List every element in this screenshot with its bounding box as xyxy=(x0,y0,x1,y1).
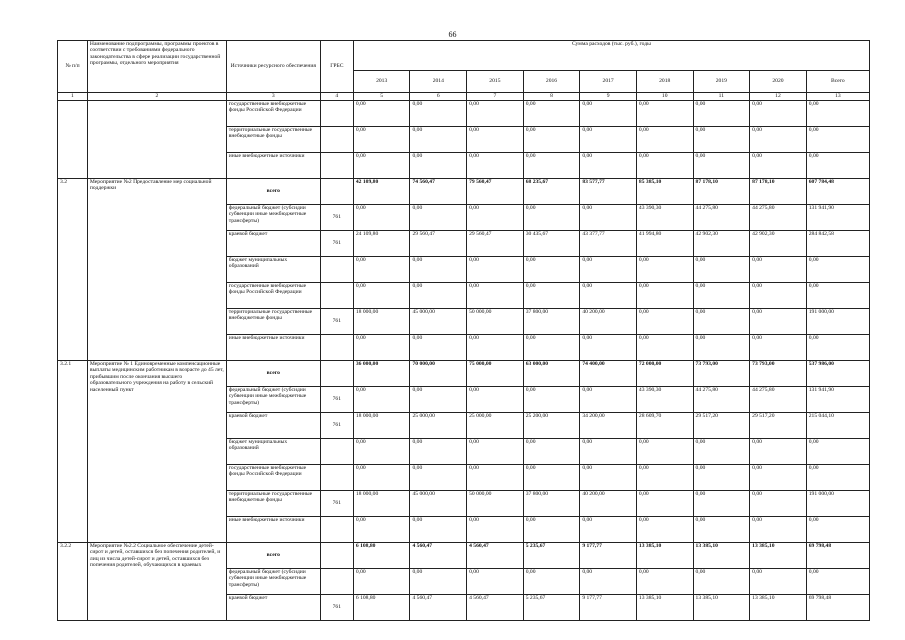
funding-source: всего xyxy=(226,543,320,569)
amount-cell: 0,00 xyxy=(693,335,750,361)
column-number: 2 xyxy=(87,93,226,101)
amount-cell: 0,00 xyxy=(636,439,693,465)
header-col-name: Наименование подпрограммы, программы проектов в соответствии с требованиями федерального законодательства в сфере реализации государственной программы, отдельного мероприятия xyxy=(87,41,226,93)
amount-cell: 40 200,00 xyxy=(580,491,637,517)
column-number: 4 xyxy=(320,93,353,101)
amount-cell: 0,00 xyxy=(750,309,807,335)
amount-cell: 44 275,80 xyxy=(750,205,807,231)
amount-cell: 0,00 xyxy=(353,205,410,231)
amount-cell: 79 560,47 xyxy=(467,179,524,205)
amount-cell: 0,00 xyxy=(806,465,869,491)
amount-cell: 85 385,10 xyxy=(636,179,693,205)
amount-cell: 0,00 xyxy=(750,335,807,361)
grbs-code xyxy=(320,179,353,205)
amount-cell: 4 560,47 xyxy=(410,543,467,569)
amount-cell: 75 000,00 xyxy=(467,361,524,387)
amount-cell: 0,00 xyxy=(410,465,467,491)
amount-cell: 0,00 xyxy=(410,153,467,179)
header-year: 2015 xyxy=(467,71,524,93)
amount-cell: 0,00 xyxy=(410,283,467,309)
column-number: 11 xyxy=(693,93,750,101)
amount-cell: 0,00 xyxy=(580,517,637,543)
amount-cell: 0,00 xyxy=(467,205,524,231)
funding-source: бюджет муниципальных образований xyxy=(226,439,320,465)
amount-cell: 43 390,30 xyxy=(636,205,693,231)
funding-source: иные внебюджетные источники xyxy=(226,335,320,361)
amount-cell: 36 000,00 xyxy=(353,361,410,387)
header-year: 2018 xyxy=(636,71,693,93)
amount-cell: 0,00 xyxy=(693,101,750,127)
amount-cell: 0,00 xyxy=(523,257,580,283)
amount-cell: 13 385,10 xyxy=(693,543,750,569)
amount-cell: 0,00 xyxy=(636,569,693,595)
amount-cell: 0,00 xyxy=(693,127,750,153)
funding-source: краевой бюджет xyxy=(226,595,320,621)
amount-cell: 0,00 xyxy=(750,491,807,517)
amount-cell: 0,00 xyxy=(693,439,750,465)
amount-cell: 537 986,00 xyxy=(806,361,869,387)
amount-cell: 0,00 xyxy=(523,465,580,491)
amount-cell: 34 200,00 xyxy=(580,413,637,439)
amount-cell: 0,00 xyxy=(467,517,524,543)
amount-cell: 0,00 xyxy=(353,283,410,309)
amount-cell: 0,00 xyxy=(806,569,869,595)
amount-cell: 0,00 xyxy=(806,153,869,179)
amount-cell: 73 793,00 xyxy=(693,361,750,387)
header-year: 2013 xyxy=(353,71,410,93)
amount-cell: 0,00 xyxy=(467,569,524,595)
amount-cell: 0,00 xyxy=(636,257,693,283)
amount-cell: 25 200,00 xyxy=(523,413,580,439)
amount-cell: 4 560,47 xyxy=(410,595,467,621)
amount-cell: 13 385,10 xyxy=(636,543,693,569)
amount-cell: 0,00 xyxy=(580,153,637,179)
amount-cell: 0,00 xyxy=(806,257,869,283)
amount-cell: 72 000,00 xyxy=(636,361,693,387)
grbs-code xyxy=(320,283,353,309)
grbs-code xyxy=(320,153,353,179)
grbs-code: 761 xyxy=(320,387,353,413)
amount-cell: 42 902,30 xyxy=(693,231,750,257)
amount-cell: 0,00 xyxy=(353,153,410,179)
amount-cell: 0,00 xyxy=(750,257,807,283)
funding-source: федеральный бюджет (субсидии субвенции иные межбюджетные трансферты) xyxy=(226,387,320,413)
amount-cell: 0,00 xyxy=(636,127,693,153)
amount-cell: 68 235,67 xyxy=(523,179,580,205)
amount-cell: 4 560,47 xyxy=(467,543,524,569)
funding-source: государственные внебюджетные фонды Российской Федерации xyxy=(226,283,320,309)
amount-cell: 0,00 xyxy=(693,569,750,595)
amount-cell: 0,00 xyxy=(523,127,580,153)
header-year: 2017 xyxy=(580,71,637,93)
funding-source: всего xyxy=(226,361,320,387)
amount-cell: 0,00 xyxy=(523,101,580,127)
funding-source: всего xyxy=(226,179,320,205)
amount-cell: 13 385,10 xyxy=(693,595,750,621)
funding-source: краевой бюджет xyxy=(226,413,320,439)
amount-cell: 0,00 xyxy=(467,153,524,179)
amount-cell: 0,00 xyxy=(353,517,410,543)
column-number: 12 xyxy=(750,93,807,101)
amount-cell: 0,00 xyxy=(636,335,693,361)
grbs-code: 761 xyxy=(320,205,353,231)
amount-cell: 74 560,47 xyxy=(410,179,467,205)
amount-cell: 87 178,10 xyxy=(750,179,807,205)
amount-cell: 30 435,67 xyxy=(523,231,580,257)
row-number: 3.2.1 xyxy=(58,361,88,543)
budget-table xyxy=(57,40,870,621)
amount-cell: 6 108,80 xyxy=(353,595,410,621)
amount-cell: 0,00 xyxy=(580,127,637,153)
measure-name: Мероприятие № 1 Единовременные компенсационные выплаты медицинским работникам в возрасте до 45 лет, прибывшим после окончания высшего образовательного учреждения на работу в сельский населенный пункт xyxy=(87,361,226,543)
funding-source: государственные внебюджетные фонды Российской Федерации xyxy=(226,465,320,491)
column-number: 9 xyxy=(580,93,637,101)
amount-cell: 0,00 xyxy=(750,101,807,127)
amount-cell: 0,00 xyxy=(636,309,693,335)
amount-cell: 69 798,48 xyxy=(806,543,869,569)
amount-cell: 29 517,20 xyxy=(750,413,807,439)
column-number: 1 xyxy=(58,93,88,101)
amount-cell: 50 000,00 xyxy=(467,309,524,335)
grbs-code xyxy=(320,127,353,153)
amount-cell: 0,00 xyxy=(353,387,410,413)
amount-cell: 18 000,00 xyxy=(353,413,410,439)
table-row xyxy=(58,543,870,569)
funding-source: краевой бюджет xyxy=(226,231,320,257)
amount-cell: 44 275,80 xyxy=(693,387,750,413)
amount-cell: 0,00 xyxy=(523,439,580,465)
amount-cell: 0,00 xyxy=(353,439,410,465)
grbs-code xyxy=(320,361,353,387)
amount-cell: 0,00 xyxy=(410,517,467,543)
amount-cell: 18 000,00 xyxy=(353,309,410,335)
amount-cell: 0,00 xyxy=(806,335,869,361)
page-number: 66 xyxy=(448,30,457,39)
column-number: 10 xyxy=(636,93,693,101)
header-costs-title: Сумма расходов (тыс. руб.), годы xyxy=(353,41,869,71)
amount-cell: 9 177,77 xyxy=(580,595,637,621)
amount-cell: 0,00 xyxy=(523,335,580,361)
amount-cell: 0,00 xyxy=(523,153,580,179)
amount-cell: 0,00 xyxy=(806,101,869,127)
funding-source: государственные внебюджетные фонды Российской Федерации xyxy=(226,101,320,127)
column-number: 13 xyxy=(806,93,869,101)
grbs-code: 761 xyxy=(320,231,353,257)
amount-cell: 0,00 xyxy=(410,387,467,413)
header-year: Всего xyxy=(806,71,869,93)
amount-cell: 44 275,80 xyxy=(693,205,750,231)
amount-cell: 45 000,00 xyxy=(410,309,467,335)
funding-source: иные внебюджетные источники xyxy=(226,517,320,543)
amount-cell: 131 941,90 xyxy=(806,387,869,413)
amount-cell: 0,00 xyxy=(636,465,693,491)
amount-cell: 0,00 xyxy=(636,153,693,179)
amount-cell: 0,00 xyxy=(467,387,524,413)
amount-cell: 0,00 xyxy=(750,283,807,309)
amount-cell: 50 000,00 xyxy=(467,491,524,517)
amount-cell: 25 000,00 xyxy=(410,413,467,439)
amount-cell: 284 842,58 xyxy=(806,231,869,257)
grbs-code xyxy=(320,569,353,595)
amount-cell: 0,00 xyxy=(467,439,524,465)
amount-cell: 0,00 xyxy=(580,283,637,309)
amount-cell: 0,00 xyxy=(806,517,869,543)
amount-cell: 0,00 xyxy=(580,101,637,127)
amount-cell: 0,00 xyxy=(693,309,750,335)
measure-name: Мероприятие №2.2 Социальное обеспечение детей-сирот и детей, оставшихся без попечения родителей, и лиц из числа детей-сирот и детей, оставшихся без попечения родителей, обучающихся в краевых xyxy=(87,543,226,621)
amount-cell: 0,00 xyxy=(636,101,693,127)
amount-cell: 25 000,00 xyxy=(467,413,524,439)
amount-cell: 6 108,80 xyxy=(353,543,410,569)
header-year: 2020 xyxy=(750,71,807,93)
amount-cell: 0,00 xyxy=(467,101,524,127)
amount-cell: 0,00 xyxy=(410,439,467,465)
amount-cell: 0,00 xyxy=(353,335,410,361)
amount-cell: 0,00 xyxy=(580,205,637,231)
amount-cell: 0,00 xyxy=(467,335,524,361)
column-number: 6 xyxy=(410,93,467,101)
amount-cell: 131 941,90 xyxy=(806,205,869,231)
amount-cell: 0,00 xyxy=(410,569,467,595)
grbs-code xyxy=(320,517,353,543)
grbs-code: 761 xyxy=(320,491,353,517)
amount-cell: 191 000,00 xyxy=(806,309,869,335)
amount-cell: 42 109,80 xyxy=(353,179,410,205)
amount-cell: 0,00 xyxy=(636,517,693,543)
amount-cell: 13 385,10 xyxy=(750,543,807,569)
amount-cell: 29 517,20 xyxy=(693,413,750,439)
table-row xyxy=(58,361,870,387)
amount-cell: 0,00 xyxy=(410,101,467,127)
table-row xyxy=(58,101,870,127)
amount-cell: 0,00 xyxy=(523,517,580,543)
amount-cell: 0,00 xyxy=(410,257,467,283)
amount-cell: 0,00 xyxy=(693,517,750,543)
amount-cell: 0,00 xyxy=(523,569,580,595)
grbs-code xyxy=(320,335,353,361)
amount-cell: 0,00 xyxy=(410,127,467,153)
amount-cell: 73 793,00 xyxy=(750,361,807,387)
header-year: 2019 xyxy=(693,71,750,93)
amount-cell: 0,00 xyxy=(580,257,637,283)
amount-cell: 44 275,80 xyxy=(750,387,807,413)
amount-cell: 40 200,00 xyxy=(580,309,637,335)
amount-cell: 0,00 xyxy=(410,335,467,361)
table-row xyxy=(58,179,870,205)
header-col-grbs: ГРБС xyxy=(320,41,353,93)
amount-cell: 41 994,80 xyxy=(636,231,693,257)
amount-cell: 0,00 xyxy=(693,283,750,309)
amount-cell: 70 000,00 xyxy=(410,361,467,387)
column-number: 8 xyxy=(523,93,580,101)
amount-cell: 0,00 xyxy=(353,127,410,153)
amount-cell: 0,00 xyxy=(467,283,524,309)
amount-cell: 191 000,00 xyxy=(806,491,869,517)
amount-cell: 69 798,48 xyxy=(806,595,869,621)
amount-cell: 0,00 xyxy=(806,439,869,465)
funding-source: территориальные государственные внебюджетные фонды xyxy=(226,309,320,335)
amount-cell: 28 609,70 xyxy=(636,413,693,439)
column-number: 3 xyxy=(226,93,320,101)
amount-cell: 45 000,00 xyxy=(410,491,467,517)
amount-cell: 0,00 xyxy=(580,387,637,413)
amount-cell: 63 000,00 xyxy=(523,361,580,387)
amount-cell: 0,00 xyxy=(636,491,693,517)
grbs-code xyxy=(320,257,353,283)
amount-cell: 5 235,67 xyxy=(523,543,580,569)
amount-cell: 0,00 xyxy=(693,153,750,179)
amount-cell: 0,00 xyxy=(523,283,580,309)
amount-cell: 74 400,00 xyxy=(580,361,637,387)
amount-cell: 215 044,10 xyxy=(806,413,869,439)
measure-name: Мероприятие №2 Предоставление мер социальной поддержки xyxy=(87,179,226,361)
funding-source: федеральный бюджет (субсидии субвенции иные межбюджетные трансферты) xyxy=(226,569,320,595)
amount-cell: 0,00 xyxy=(750,517,807,543)
funding-source: иные внебюджетные источники xyxy=(226,153,320,179)
amount-cell: 0,00 xyxy=(523,387,580,413)
amount-cell: 0,00 xyxy=(693,465,750,491)
amount-cell: 4 560,47 xyxy=(467,595,524,621)
amount-cell: 0,00 xyxy=(353,465,410,491)
amount-cell: 0,00 xyxy=(750,127,807,153)
amount-cell: 0,00 xyxy=(806,283,869,309)
amount-cell: 0,00 xyxy=(750,439,807,465)
amount-cell: 29 560,47 xyxy=(467,231,524,257)
amount-cell: 0,00 xyxy=(580,569,637,595)
amount-cell: 0,00 xyxy=(636,283,693,309)
amount-cell: 42 902,30 xyxy=(750,231,807,257)
funding-source: федеральный бюджет (субсидии субвенции иные межбюджетные трансферты) xyxy=(226,205,320,231)
header-year: 2014 xyxy=(410,71,467,93)
amount-cell: 18 000,00 xyxy=(353,491,410,517)
amount-cell: 29 560,47 xyxy=(410,231,467,257)
header-year: 2016 xyxy=(523,71,580,93)
amount-cell: 0,00 xyxy=(693,257,750,283)
amount-cell: 13 385,10 xyxy=(750,595,807,621)
amount-cell: 83 577,77 xyxy=(580,179,637,205)
row-number: 3.2 xyxy=(58,179,88,361)
measure-name xyxy=(87,101,226,179)
grbs-code xyxy=(320,465,353,491)
amount-cell: 0,00 xyxy=(693,491,750,517)
amount-cell: 9 177,77 xyxy=(580,543,637,569)
header-col-source: Источники ресурсного обеспечения xyxy=(226,41,320,93)
amount-cell: 0,00 xyxy=(353,569,410,595)
amount-cell: 37 800,00 xyxy=(523,491,580,517)
amount-cell: 24 109,80 xyxy=(353,231,410,257)
amount-cell: 0,00 xyxy=(353,257,410,283)
amount-cell: 0,00 xyxy=(523,205,580,231)
funding-source: территориальные государственные внебюджетные фонды xyxy=(226,491,320,517)
amount-cell: 0,00 xyxy=(750,153,807,179)
amount-cell: 607 784,48 xyxy=(806,179,869,205)
grbs-code: 761 xyxy=(320,413,353,439)
amount-cell: 87 178,10 xyxy=(693,179,750,205)
amount-cell: 43 377,77 xyxy=(580,231,637,257)
amount-cell: 0,00 xyxy=(580,439,637,465)
column-number: 7 xyxy=(467,93,524,101)
grbs-code: 761 xyxy=(320,595,353,621)
grbs-code xyxy=(320,439,353,465)
amount-cell: 0,00 xyxy=(580,335,637,361)
row-number xyxy=(58,101,88,179)
grbs-code xyxy=(320,543,353,569)
column-number: 5 xyxy=(353,93,410,101)
amount-cell: 43 390,30 xyxy=(636,387,693,413)
grbs-code xyxy=(320,101,353,127)
grbs-code: 761 xyxy=(320,309,353,335)
amount-cell: 0,00 xyxy=(467,127,524,153)
amount-cell: 0,00 xyxy=(410,205,467,231)
amount-cell: 0,00 xyxy=(467,465,524,491)
funding-source: бюджет муниципальных образований xyxy=(226,257,320,283)
amount-cell: 0,00 xyxy=(580,465,637,491)
amount-cell: 13 385,10 xyxy=(636,595,693,621)
amount-cell: 0,00 xyxy=(467,257,524,283)
amount-cell: 0,00 xyxy=(750,569,807,595)
funding-source: территориальные государственные внебюджетные фонды xyxy=(226,127,320,153)
amount-cell: 0,00 xyxy=(750,465,807,491)
amount-cell: 0,00 xyxy=(806,127,869,153)
amount-cell: 37 800,00 xyxy=(523,309,580,335)
row-number: 3.2.2 xyxy=(58,543,88,621)
amount-cell: 5 235,67 xyxy=(523,595,580,621)
amount-cell: 0,00 xyxy=(353,101,410,127)
header-col-no: № п/п xyxy=(58,41,88,93)
